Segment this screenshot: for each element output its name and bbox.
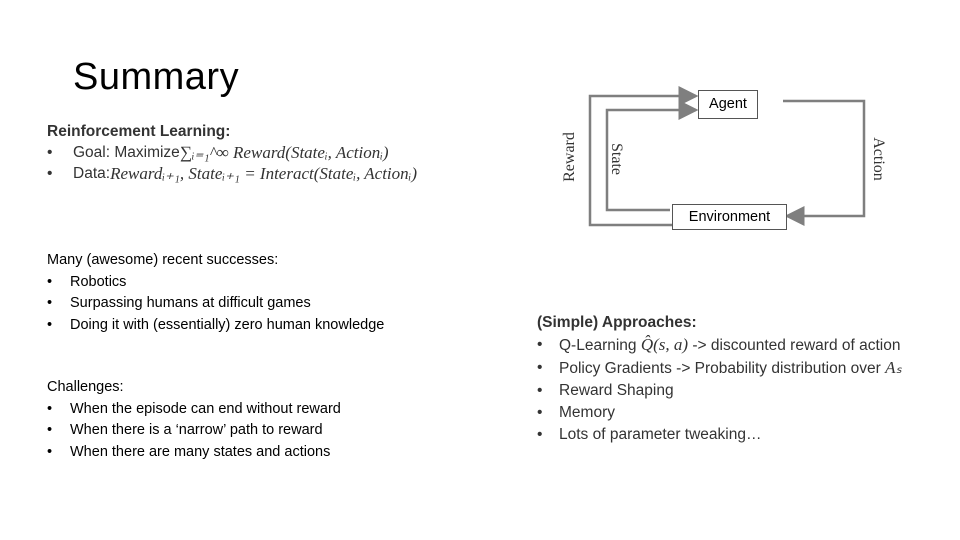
- challenge-text: When there are many states and actions: [70, 443, 331, 460]
- approach-suffix: -> discounted reward of action: [688, 337, 901, 354]
- bullet-icon: •: [537, 426, 543, 443]
- bullet-icon: •: [47, 273, 53, 290]
- bullet-icon: •: [47, 443, 53, 460]
- bullet-icon: •: [537, 336, 543, 353]
- rl-heading: Reinforcement Learning:: [47, 123, 231, 140]
- successes-heading: Many (awesome) recent successes:: [47, 252, 279, 268]
- slide-title: Summary: [73, 56, 240, 98]
- bullet-icon: •: [47, 400, 53, 417]
- bullet-icon: •: [47, 316, 53, 333]
- approach-math: Q̂(s, a): [640, 335, 689, 354]
- approach-text: Lots of parameter tweaking…: [559, 426, 762, 443]
- goal-formula: ∑ᵢ₌₁^∞ Reward(Stateᵢ, Actionᵢ): [179, 143, 389, 162]
- approach-math: Aₛ: [885, 358, 902, 377]
- data-prefix: Data:: [73, 165, 111, 182]
- bullet-icon: •: [537, 404, 543, 421]
- success-text: Robotics: [70, 273, 127, 290]
- bullet-icon: •: [47, 165, 53, 182]
- agent-node: Agent: [698, 90, 758, 119]
- approaches-heading: (Simple) Approaches:: [537, 314, 697, 331]
- bullet-icon: •: [537, 382, 543, 399]
- reward-label: Reward: [560, 132, 578, 182]
- approach-text: Reward Shaping: [559, 382, 674, 399]
- bullet-icon: •: [537, 359, 543, 376]
- bullet-icon: •: [47, 422, 53, 438]
- data-formula: Rewardᵢ₊₁, Stateᵢ₊₁ = Interact(Stateᵢ, Actionᵢ): [110, 164, 418, 183]
- action-arrow: [783, 101, 864, 216]
- success-text: Doing it with (essentially) zero human knowledge: [70, 316, 385, 333]
- challenge-text: When the episode can end without reward: [70, 400, 341, 417]
- challenge-text: When there is a ‘narrow’ path to reward: [70, 422, 323, 438]
- bullet-icon: •: [47, 295, 53, 311]
- state-label: State: [608, 143, 625, 175]
- approach-text: Policy Gradients -> Probability distribution over: [559, 360, 886, 377]
- environment-node: Environment: [672, 204, 787, 230]
- goal-prefix: Goal: Maximize: [73, 144, 180, 161]
- action-label: Action: [869, 137, 887, 181]
- success-text: Surpassing humans at difficult games: [70, 295, 311, 311]
- approach-text: Q-Learning: [559, 337, 641, 354]
- bullet-icon: •: [47, 144, 53, 161]
- challenges-heading: Challenges:: [47, 379, 124, 395]
- approach-text: Memory: [559, 404, 615, 421]
